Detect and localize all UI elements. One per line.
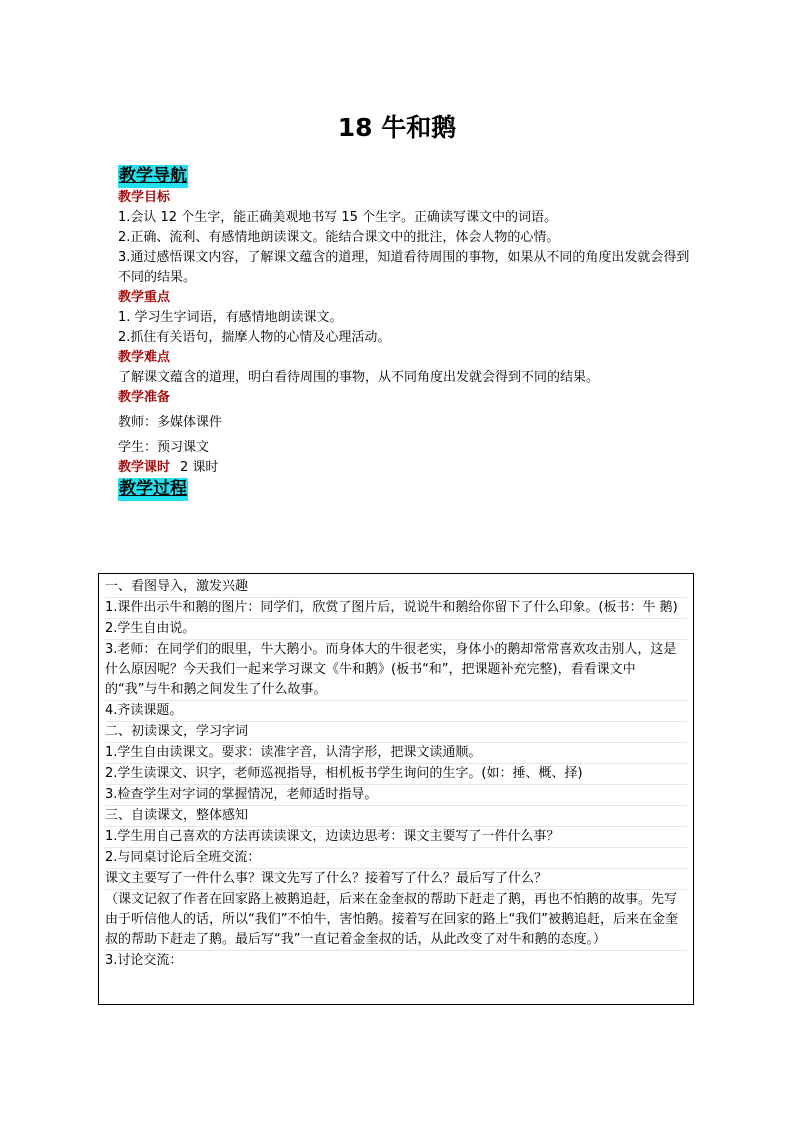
key-point-item: 1. 学习生字词语，有感情地朗读课文。: [118, 310, 343, 325]
hours-value: 2 课时: [180, 460, 219, 475]
process-line: 4.齐读课题。: [105, 701, 687, 722]
process-line: 一、看图导入，激发兴趣: [105, 577, 687, 598]
process-line: （课文记叙了作者在回家路上被鹅追赶，后来在金奎叔的帮助下赶走了鹅，再也不怕鹅的故事。先写由于听信他人的话，所以“我们”不怕牛，害怕鹅。接着写在回家的路上“我们”被鹅追赶，后来在金奎叔的帮助下赶走了鹅。最后写“我”一直记着金奎叔的话，从此改变了对牛和鹅的态度。）: [105, 890, 687, 951]
key-point-item: 2.抓住有关语句，揣摩人物的心情及心理活动。: [118, 330, 391, 345]
process-line: 1.学生用自己喜欢的方法再读读课文，边读边思考：课文主要写了一件什么事？: [105, 827, 687, 848]
teaching-process-box: [98, 573, 694, 1005]
process-line: 1.学生自由读课文。要求：读准字音，认清字形，把课文读通顺。: [105, 743, 687, 764]
preparation-teacher: 教师：多媒体课件: [118, 415, 223, 430]
process-line: 2.学生读课文、识字，老师巡视指导，相机板书学生询问的生字。(如：捶、概、择): [105, 764, 687, 785]
goal-item: 3.通过感悟课文内容，了解课文蕴含的道理，知道看待周围的事物，如果从不同的角度出发就会得到不同的结果。: [118, 250, 690, 285]
preparation-student: 学生：预习课文: [118, 440, 210, 455]
key-points-heading: 教学重点: [118, 290, 171, 305]
page-title: 18 牛和鹅: [337, 113, 457, 142]
process-line: 二、初读课文，学习字词: [105, 722, 687, 743]
goal-item: 1.会认 12 个生字，能正确美观地书写 15 个生字。正确读写课文中的词语。: [118, 210, 558, 225]
process-line: 2.学生自由说。: [105, 619, 687, 640]
process-line: 3.检查学生对字词的掌握情况，老师适时指导。: [105, 785, 687, 806]
lesson-overview: [118, 165, 693, 501]
process-line: 3.老师：在同学们的眼里，牛大鹅小。而身体大的牛很老实，身体小的鹅却常常喜欢攻击别人，这是什么原因呢？今天我们一起来学习课文《牛和鹅》(板书“和”，把课题补充完整)，看看课文中的“我”与牛和鹅之间发生了什么故事。: [105, 640, 687, 701]
nav-heading: 教学导航: [119, 166, 187, 186]
process-line: 3.讨论交流：: [105, 953, 183, 968]
goals-heading: 教学目标: [118, 190, 171, 205]
process-line: 1.课件出示牛和鹅的图片：同学们，欣赏了图片后，说说牛和鹅给你留下了什么印象。(板书：牛 鹅): [105, 598, 687, 619]
preparation-heading: 教学准备: [118, 390, 171, 405]
difficulties-text: 了解课文蕴含的道理，明白看待周围的事物，从不同角度出发就会得到不同的结果。: [118, 370, 600, 385]
process-line: 三、自读课文，整体感知: [105, 806, 687, 827]
process-line: 课文主要写了一件什么事？课文先写了什么？接着写了什么？最后写了什么？: [105, 869, 687, 890]
hours-label: 教学课时: [118, 460, 171, 475]
process-line: 2.与同桌讨论后全班交流：: [105, 848, 687, 869]
goal-item: 2.正确、流利、有感情地朗读课文。能结合课文中的批注，体会人物的心情。: [118, 230, 560, 245]
difficulties-heading: 教学难点: [118, 350, 171, 365]
process-heading: 教学过程: [119, 479, 187, 499]
